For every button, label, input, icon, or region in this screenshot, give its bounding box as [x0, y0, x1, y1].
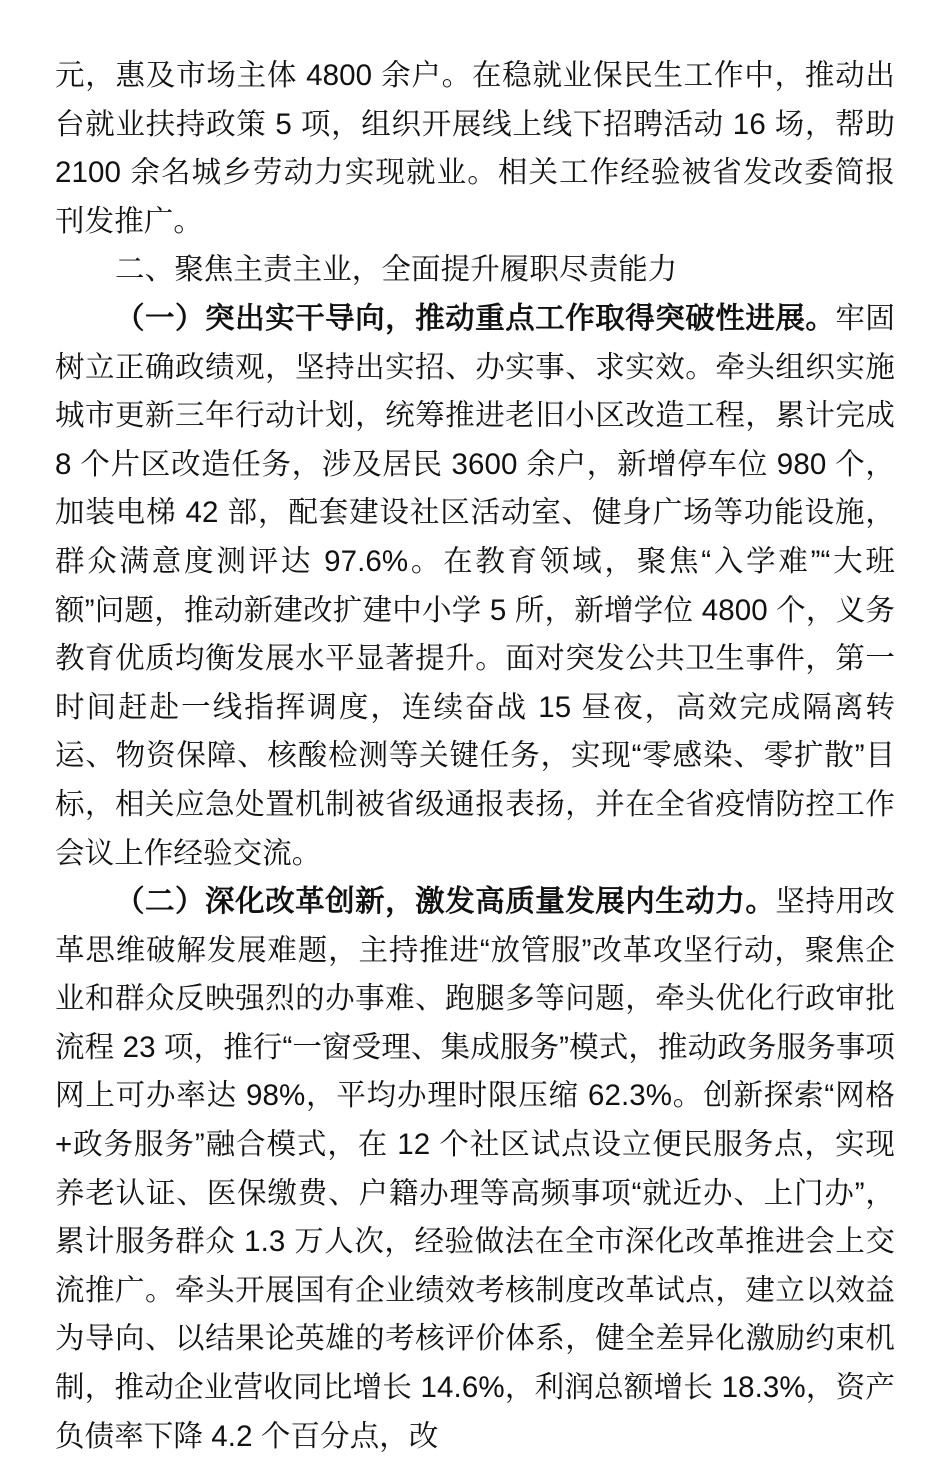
subsection-two-lead: （二）深化改革创新，激发高质量发展内生动力。	[115, 885, 776, 919]
subsection-two	[55, 878, 895, 1461]
subsection-one-lead: （一）突出实干导向，推动重点工作取得突破性进展。	[115, 301, 836, 335]
subsection-one-text: 牢固树立正确政绩观，坚持出实招、办实事、求实效。牵头组织实施城市更新三年行动计划，统筹推进老旧小区改造工程，累计完成 8 个片区改造任务，涉及居民 3600 余户，新增停车位 980 个，加装电梯 42 部，配套建设社区活动室、健身广场等功能设施，群众满意度测评达 97.6%。在教育领域，聚焦“入学难”“大班额”问题，推动新建改扩建中小学 5 所，新增学位 4800 个，义务教育优质均衡发展水平显著提升。面对突发公共卫生事件，第一时间赶赴一线指挥调度，连续奋战 15 昼夜，高效完成隔离转运、物资保障、核酸检测等关键任务，实现“零感染、零扩散”目标，相关应急处置机制被省级通报表扬，并在全省疫情防控工作会议上作经验交流。	[55, 301, 895, 870]
document-body	[55, 52, 895, 1461]
paragraph-continued: 元，惠及市场主体 4800 余户。在稳就业保民生工作中，推动出台就业扶持政策 5 项，组织开展线上线下招聘活动 16 场，帮助 2100 余名城乡劳动力实现就业。相关工作经验被省发改委简报刊发推广。	[55, 59, 895, 238]
subsection-two-text: 坚持用改革思维破解发展难题，主持推进“放管服”改革攻坚行动，聚焦企业和群众反映强烈的办事难、跑腿多等问题，牵头优化行政审批流程 23 项，推行“一窗受理、集成服务”模式，推动政务服务事项网上可办率达 98%，平均办理时限压缩 62.3%。创新探索“网格+政务服务”融合模式，在 12 个社区试点设立便民服务点，实现养老认证、医保缴费、户籍办理等高频事项“就近办、上门办”，累计服务群众 1.3 万人次，经验做法在全市深化改革推进会上交流推广。牵头开展国有企业绩效考核制度改革试点，建立以效益为导向、以结果论英雄的考核评价体系，健全差异化激励约束机制，推动企业营收同比增长 14.6%，利润总额增长 18.3%，资产负债率下降 4.2 个百分点，改	[55, 885, 895, 1453]
subsection-one	[55, 295, 895, 878]
section-heading-two: 二、聚焦主责主业，全面提升履职尽责能力	[115, 253, 678, 287]
